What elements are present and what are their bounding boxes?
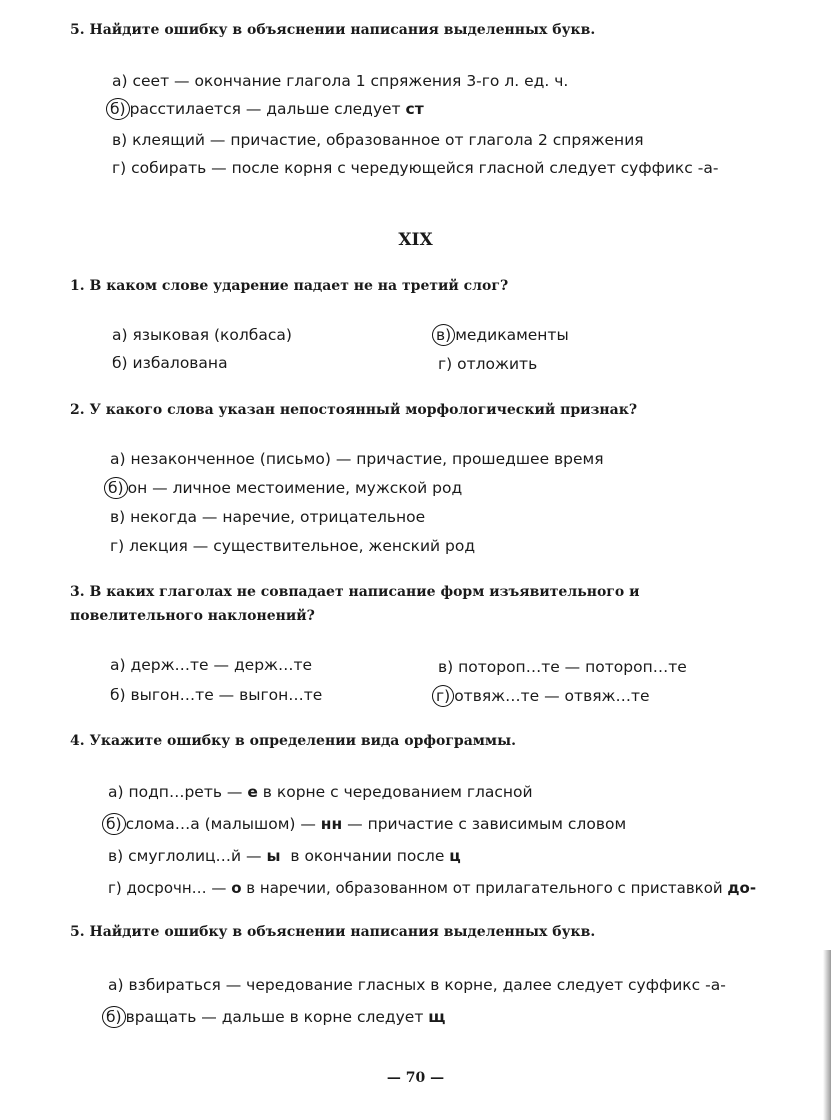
option-text: вращать — дальше в корне следует [125,1008,429,1026]
highlighted-letters: ц [449,847,461,865]
question-2: 2. У какого слова указан непостоянный морфологический признак? [70,402,638,418]
q3-option-b: б) выгон…те — выгон…те [110,686,323,704]
option-text: расстилается — дальше следует [129,100,406,118]
option-text: он — личное местоимение, мужской род [127,479,463,497]
question-5-top: 5. Найдите ошибку в объяснении написания выделенных букв. [70,22,596,38]
answer-circle: б) [102,1006,126,1028]
question-4: 4. Укажите ошибку в определении вида орфограммы. [70,733,516,749]
q4-option-c [108,845,461,867]
q4-option-b-selected [108,813,626,835]
option-text: в) смуглолиц…й — [108,847,267,865]
q1-option-c-selected [438,324,569,346]
option-a: а) сеет — окончание глагола 1 спряжения 3-го л. ед. ч. [112,72,569,90]
answer-circle: б) [106,98,130,120]
option-d: г) собирать — после корня с чередующейся гласной следует суффикс -а- [112,159,719,177]
q4-option-a [108,781,533,803]
q2-option-c: в) некогда — наречие, отрицательное [110,508,426,526]
highlighted-letters: о [231,879,242,897]
q3-option-a: а) держ…те — держ…те [110,656,313,674]
section-title: XIX [398,230,433,250]
highlighted-letters: е [247,783,258,801]
q2-option-b-selected [110,477,462,499]
q1-option-d: г) отложить [438,355,538,373]
question-5: 5. Найдите ошибку в объяснении написания выделенных букв. [70,924,596,940]
page-number: — 70 — [386,1070,445,1086]
page-edge-shadow [823,950,831,1120]
highlighted-letters: щ [428,1008,446,1026]
option-text: слома…а (малышом) — [125,815,321,833]
answer-circle: г) [432,685,454,707]
option-text: в наречии, образованном от прилагательного с приставкой [241,879,728,897]
option-text: — причастие с зависимым словом [342,815,627,833]
highlighted-letters: ы [266,847,281,865]
q3-option-d-selected [438,685,650,707]
q3-option-c: в) потороп…те — потороп…те [438,658,687,676]
option-text: медикаменты [455,326,569,344]
option-c: в) клеящий — причастие, образованное от глагола 2 спряжения [112,131,644,149]
option-b-selected [112,98,424,120]
highlighted-letters: ст [405,100,424,118]
option-text: г) досрочн… — [108,879,232,897]
q4-option-d [108,877,756,899]
q2-option-a: а) незаконченное (письмо) — причастие, прошедшее время [110,450,604,468]
q5-option-a: а) взбираться — чередование гласных в корне, далее следует суффикс -а- [108,976,726,994]
answer-circle: б) [102,813,126,835]
option-text: отвяж…те — отвяж…те [454,687,650,705]
option-text: в корне с чередованием гласной [257,783,533,801]
q1-option-b: б) избалована [112,354,228,372]
option-text: в окончании после [280,847,450,865]
answer-circle: в) [432,324,455,346]
q2-option-d: г) лекция — существительное, женский род [110,537,476,555]
highlighted-letters: нн [320,815,343,833]
answer-circle: б) [104,477,128,499]
highlighted-letters: до- [727,879,757,897]
option-text: а) подп…реть — [108,783,248,801]
question-1: 1. В каком слове ударение падает не на третий слог? [70,278,509,294]
q5-option-b-selected [108,1006,445,1028]
question-3: 3. В каких глаголах не совпадает написание форм изъявительного и повелительного наклонений? [70,584,640,624]
q1-option-a: а) языковая (колбаса) [112,326,292,344]
